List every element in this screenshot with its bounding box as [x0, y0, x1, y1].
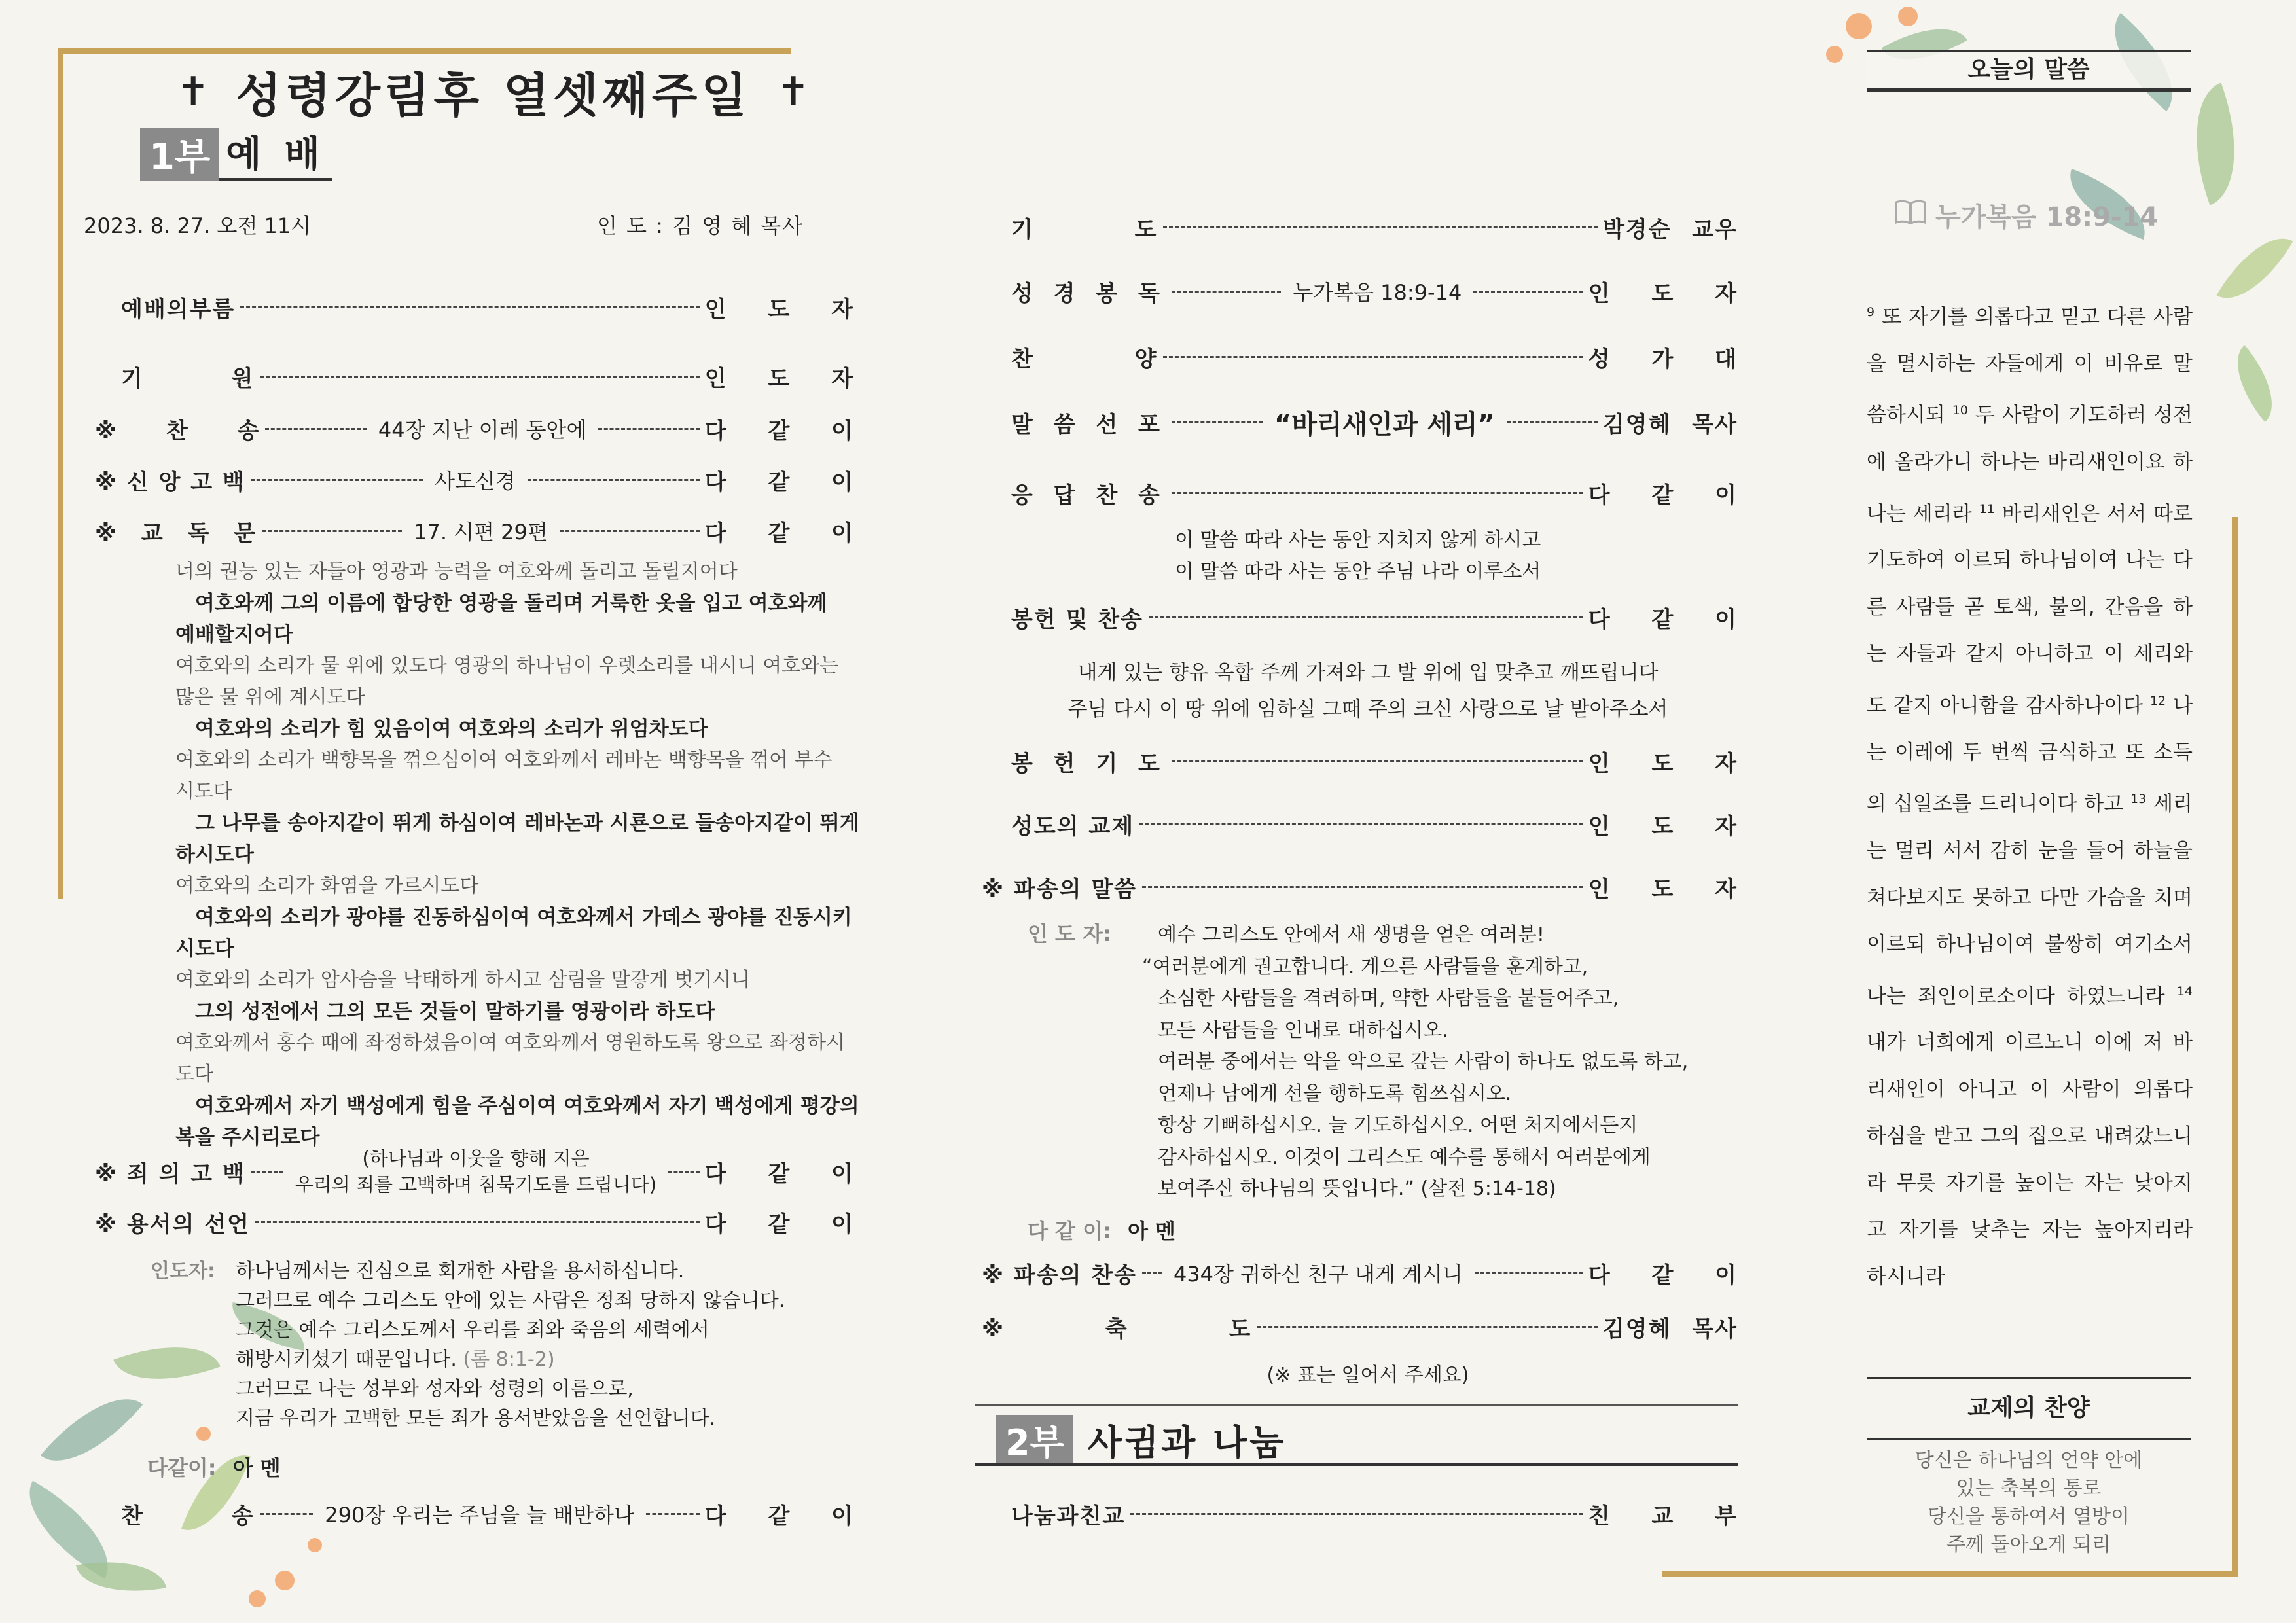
part2-heading	[996, 1423, 1286, 1465]
song-heading: 교제의 찬양	[1967, 1395, 2090, 1421]
psalm-line: 여호와께 그의 이름에 합당한 영광을 돌리며 거룩한 옷을 입고 여호와께	[195, 592, 827, 615]
order-row-sending-hymn: ※ 파송의 찬송 434장 귀하신 친구 내게 계시니 다 같 이	[982, 1262, 1738, 1289]
psalm-line: 많은 물 위에 계시도다	[175, 686, 365, 709]
part2-underline	[975, 1463, 1738, 1466]
psalm-line: 그 나무를 송아지같이 뛰게 하심이여 레바논과 시룐으로 들송아지같이 뛰게	[195, 812, 859, 835]
offering-hymn-lyrics: 내게 있는 향유 옥합 주께 가져와 그 발 위에 입 맞추고 깨뜨립니다 주님 다시 이 땅 위에 임하실 그때 주의 크신 사랑으로 날 받아주소서	[1067, 661, 1668, 721]
psalm-reading	[175, 556, 863, 1153]
psalm-line: 그의 성전에서 그의 모든 것들이 말하기를 영광이라 하도다	[195, 1000, 715, 1024]
song-heading-box	[1867, 1377, 2191, 1440]
frame-bottom-right	[1662, 1571, 2238, 1577]
order-row-sharing-fellowship: 나눔과친교 친 교 부	[1011, 1503, 1738, 1529]
todays-word-heading-box	[1867, 50, 2191, 92]
psalm-line: 하시도다	[175, 843, 254, 866]
order-row-creed: ※ 신 앙 고 백 사도신경 다 같 이	[95, 469, 854, 495]
order-row-offering: 봉헌 및 찬송 다 같 이	[1011, 606, 1738, 633]
psalm-line: 시도다	[175, 937, 234, 961]
part2-title: 사귐과 나눔	[1087, 1422, 1287, 1463]
sending-amen: 다 같 이: 아 멘	[1028, 1219, 1175, 1243]
psalm-line: 여호와의 소리가 물 위에 있도다 영광의 하나님이 우렛소리를 내시니 여호와는	[175, 654, 839, 677]
book-icon	[1895, 200, 1926, 231]
todays-word-heading: 오늘의 말씀	[1967, 56, 2090, 83]
order-row-closing-hymn-part1: 찬 송 290장 우리는 주님을 늘 배반하나 다 같 이	[121, 1503, 854, 1529]
psalm-line: 예배할지어다	[175, 623, 293, 647]
scripture-reference: 누가복음 18:9-14	[1895, 196, 2158, 234]
order-row-offering-prayer: 봉 헌 기 도 인 도 자	[1011, 750, 1738, 777]
order-row-prayer: 기 도 박경순 교우	[1011, 216, 1738, 243]
confession-note-1: (하나님과 이웃을 향해 지은	[362, 1147, 590, 1169]
pardon-reference: (롬 8:1-2)	[463, 1348, 555, 1371]
cross-icon: ✝	[776, 69, 810, 115]
order-row-confession: ※ 죄 의 고 백 (하나님과 이웃을 향해 지은 우리의 죄를 고백하며 침묵기도를 드립니다) 다 같 이	[95, 1147, 854, 1196]
order-row-fellowship-of-saints: 성도의 교제 인 도 자	[1011, 813, 1738, 840]
psalm-line: 너의 권능 있는 자들아 영광과 능력을 여호와께 돌리고 돌릴지어다	[175, 560, 738, 583]
psalm-line: 여호와의 소리가 백향목을 꺾으심이여 여호와께서 레바논 백향목을 꺾어 부수	[175, 749, 833, 772]
frame-right	[2232, 517, 2238, 1577]
frame-top-left	[58, 48, 791, 54]
pardon-amen: 다같이: 아 멘	[147, 1455, 281, 1480]
confession-note-2: 우리의 죄를 고백하며 침묵기도를 드립니다)	[295, 1173, 657, 1196]
song-lyrics: 당신은 하나님의 언약 안에 있는 축복의 통로 당신을 통하여서 열방이 주께 돌아오게 되리	[1914, 1449, 2143, 1556]
psalm-line: 여호와의 소리가 광야를 진동하심이여 여호와께서 가데스 광야를 진동시키	[195, 906, 852, 929]
frame-left	[58, 48, 63, 899]
pardon-text: 하나님께서는 진심으로 회개한 사람을 용서하십니다. 그러므로 예수 그리스도 안에 있는 사람은 정죄 당하지 않습니다. 그것은 예수 그리스도께서 우리를 죄와 죽음의 세력에서 해방시키셨기 때문입니다. (롬 8:1-2) 그러므로 나는 성부와 성자와 성령의 이름으로, 지금 우리가 고백한 모든 죄가 용서받았음을 선언합니다.	[236, 1260, 785, 1430]
part1-number: 1부	[140, 128, 219, 181]
order-row-sending-word: ※ 파송의 말씀 인 도 자	[982, 876, 1738, 902]
cross-icon: ✝	[177, 69, 210, 115]
scripture-text: $^9$ 또 자기를 의롭다고 믿고 다른 사람을 멸시하는 자들에게 이 비유로 말씀하시되 $^{10}$ 두 사람이 기도하러 성전에 올라가니 하나는 바리새인이요 하나는 세리라 $^{11}$ 바리새인은 서서 따로 기도하여 이르되 하나님이여 나는 다른 사람들 곧 토색, 불의, 간음을 하는 자들과 같지 아니하고 이 세리와도 같지 아니함을 감사하나이다 $^{12}$ 나는 이레에 두 번씩 금식하고 또 소득의 십일조를 드리니이다 하고 $^{13}$ 세리는 멀리 서서 감히 눈을 들어 하늘을 쳐다보지도 못하고 다만 가슴을 치며 이르되 하나님이여 불쌍히 여기소서 나는 죄인이로소이다 하였느니라 $^{14}$ 내가 너희에게 이르노니 이에 저 바리새인이 아니고 이 사람이 의롭다 하심을 받고 그의 집으로 내려갔느니라 무릇 자기를 높이는 자는 낮아지고 자기를 낮추는 자는 높아지리라 하시니라	[1867, 305, 2193, 1289]
stand-note: (※ 표는 일어서 주세요)	[1266, 1364, 1469, 1387]
psalm-line: 여호와께서 홍수 때에 좌정하셨음이여 여호와께서 영원하도록 왕으로 좌정하시도다	[175, 1031, 846, 1086]
order-row-sermon: 말 씀 선 포 “바리새인과 세리” 김영혜 목사	[1011, 406, 1738, 438]
psalm-line: 여호와의 소리가 힘 있음이여 여호와의 소리가 위엄차도다	[195, 717, 708, 741]
order-row-benediction: ※ 축 도 김영혜 목사	[982, 1315, 1738, 1342]
order-row-assurance-of-pardon: ※ 용서의 선언 다 같 이	[95, 1211, 854, 1238]
psalm-line: 복을 주시리로다	[175, 1126, 320, 1149]
pardon-speaker: 인도자:	[151, 1260, 215, 1283]
sending-speaker: 인 도 자:	[1028, 921, 1111, 946]
order-row-call-to-worship: 예배의부름 인 도 자	[121, 296, 854, 323]
part2-number: 2부	[996, 1415, 1073, 1465]
service-date: 2023. 8. 27. 오전 11시	[84, 213, 312, 238]
order-row-hymn: ※ 찬 송 44장 지난 이레 동안에 다 같 이	[95, 418, 855, 444]
page-title-block	[177, 58, 810, 126]
order-row-anthem: 찬 양 성 가 대	[1011, 346, 1738, 372]
page-title: 성령강림후 열셋째주일	[236, 68, 751, 123]
order-row-scripture-reading: 성 경 봉 독 누가복음 18:9-14 인 도 자	[1011, 280, 1738, 307]
psalm-line: 여호와께서 자기 백성에게 힘을 주심이여 여호와께서 자기 백성에게 평강의	[195, 1094, 859, 1118]
psalm-line: 여호와의 소리가 암사슴을 낙태하게 하시고 삼림을 말갛게 벗기시니	[175, 969, 751, 991]
response-hymn-lyrics: 이 말씀 따라 사는 동안 지치지 않게 하시고 이 말씀 따라 사는 동안 주님 나라 이루소서	[1175, 529, 1541, 583]
part1-heading	[140, 134, 332, 181]
order-row-invocation: 기 원 인 도 자	[121, 365, 854, 392]
order-row-response-hymn: 응 답 찬 송 다 같 이	[1011, 482, 1738, 508]
psalm-line: 여호와의 소리가 화염을 가르시도다	[175, 874, 479, 897]
part1-title: 예 배	[219, 126, 332, 181]
service-leader: 인 도 : 김 영 혜 목사	[597, 213, 804, 238]
part2-divider	[975, 1404, 1738, 1406]
psalm-line: 시도다	[175, 780, 232, 803]
order-row-responsive-reading: ※ 교 독 문 17. 시편 29편 다 같 이	[95, 520, 854, 546]
sermon-title: “바리새인과 세리”	[1274, 409, 1495, 440]
sending-text: 예수 그리스도 안에서 새 생명을 얻은 여러분! “여러분에게 권고합니다. 게으른 사람들을 훈계하고, 소심한 사람들을 격려하며, 약한 사람들을 붙들어주고, 모든 사람들을 인내로 대하십시오. 여러분 중에서는 악을 악으로 갚는 사람이 하나도 없도록 하고, 언제나 남에게 선을 행하도록 힘쓰십시오. 항상 기뻐하십시오. 늘 기도하십시오. 어떤 처지에서든지 감사하십시오. 이것이 그리스도 예수를 통해서 여러분에게 보여주신 하나님의 뜻입니다.” (살전 5:14-18)	[1142, 923, 1689, 1200]
